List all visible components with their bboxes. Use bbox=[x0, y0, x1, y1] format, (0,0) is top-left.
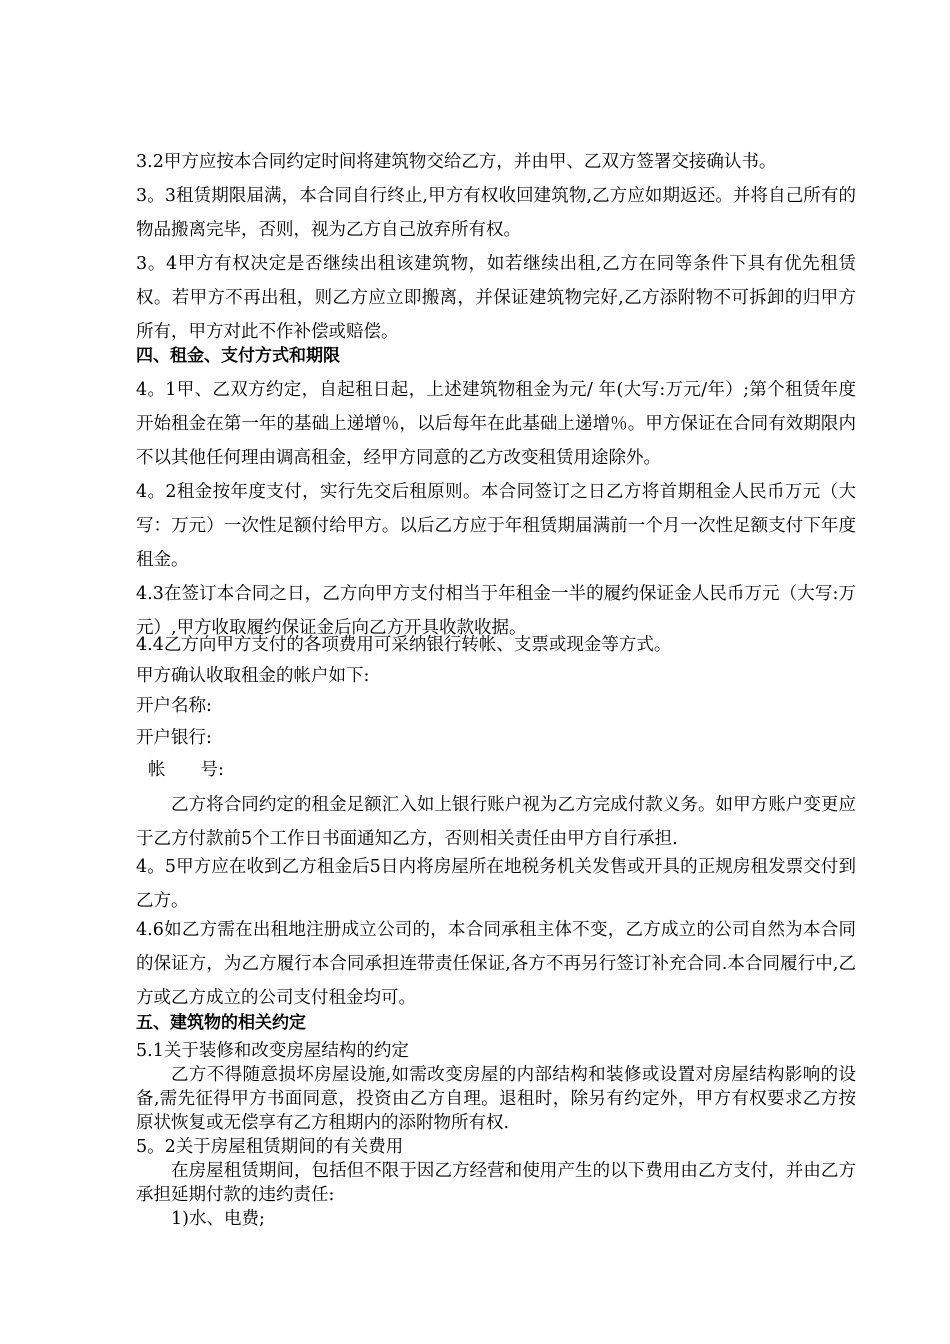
account-intro: 甲方确认收取租金的帐户如下: bbox=[136, 666, 370, 686]
clause-4-6: 4.6如乙方需在出租地注册成立公司的，本合同承租主体不变，乙方成立的公司自然为本合同的保证方，为乙方履行本合同承担连带责任保证,各方不再另行签订补充合同.本合同履行中,乙方或乙方成立的公司支付租金均可。 bbox=[136, 920, 856, 1008]
clause-3-2: 3.2甲方应按本合同约定时间将建筑物交给乙方，并由甲、乙双方签署交接确认书。 bbox=[136, 152, 777, 172]
clause-4-4: 4.4乙方向甲方支付的各项费用可采纳银行转帐、支票或现金等方式。 bbox=[136, 635, 672, 655]
clause-5-1-text: 乙方不得随意损坏房屋设施,如需改变房屋的内部结构和装修或设置对房屋结构影响的设备,需先征得甲方书面同意，投资由乙方自理。退租时，除另有约定外，甲方有权要求乙方按原状恢复或无偿享有乙方租期内的添附物所有权. bbox=[136, 1065, 856, 1133]
clause-4-3: 4.3在签订本合同之日，乙方向甲方支付相当于年租金一半的履约保证金人民币万元（大写:万元）,甲方收取履约保证金后向乙方开具收款收据。 bbox=[136, 584, 856, 638]
account-name-label: 开户名称: bbox=[136, 696, 212, 716]
clause-4-5: 4。5甲方应在收到乙方租金后5日内将房屋所在地税务机关发售或开具的正规房租发票交付到乙方。 bbox=[136, 857, 856, 911]
fee-item-1: 1)水、电费; bbox=[171, 1209, 265, 1229]
clause-5-2-text: 在房屋租赁期间，包括但不限于因乙方经营和使用产生的以下费用由乙方支付，并由乙方承担延期付款的违约责任: bbox=[136, 1161, 856, 1205]
clause-4-2: 4。2租金按年度支付，实行先交后租原则。本合同签订之日乙方将首期租金人民币万元（大写：万元）一次性足额付给甲方。以后乙方应于年租赁期届满前一个月一次性足额支付下年度租金。 bbox=[136, 482, 856, 570]
clause-5-1-title: 5.1关于装修和改变房屋结构的约定 bbox=[136, 1041, 409, 1061]
clause-3-4: 3。4甲方有权决定是否继续出租该建筑物，如若继续出租,乙方在同等条件下具有优先租赁权。若甲方不再出租，则乙方应立即搬离，并保证建筑物完好,乙方添附物不可拆卸的归甲方所有，甲方对此不作补偿或赔偿。 bbox=[136, 254, 856, 342]
account-bank-label: 开户银行: bbox=[136, 728, 212, 748]
clause-3-3: 3。3租赁期限届满，本合同自行终止,甲方有权收回建筑物,乙方应如期返还。并将自己所有的物品搬离完毕，否则，视为乙方自己放弃所有权。 bbox=[136, 186, 856, 240]
clause-5-2-title: 5。2关于房屋租赁期间的有关费用 bbox=[136, 1137, 404, 1157]
section-heading-5: 五、建筑物的相关约定 bbox=[136, 1013, 306, 1033]
payment-obligation-text: 乙方将合同约定的租金足额汇入如上银行账户视为乙方完成付款义务。如甲方账户变更应于乙方付款前5个工作日书面通知乙方，否则相关责任由甲方自行承担. bbox=[136, 795, 856, 849]
clause-4-1: 4。1甲、乙双方约定，自起租日起，上述建筑物租金为元/ 年(大写:万元/年）;第个租赁年度开始租金在第一年的基础上递增％，以后每年在此基础上递增％。甲方保证在合同有效期限内不以其他任何理由调高租金，经甲方同意的乙方改变租赁用途除外。 bbox=[136, 380, 856, 468]
account-number-label: 帐 号: bbox=[148, 760, 224, 780]
section-heading-4: 四、租金、支付方式和期限 bbox=[136, 346, 340, 366]
